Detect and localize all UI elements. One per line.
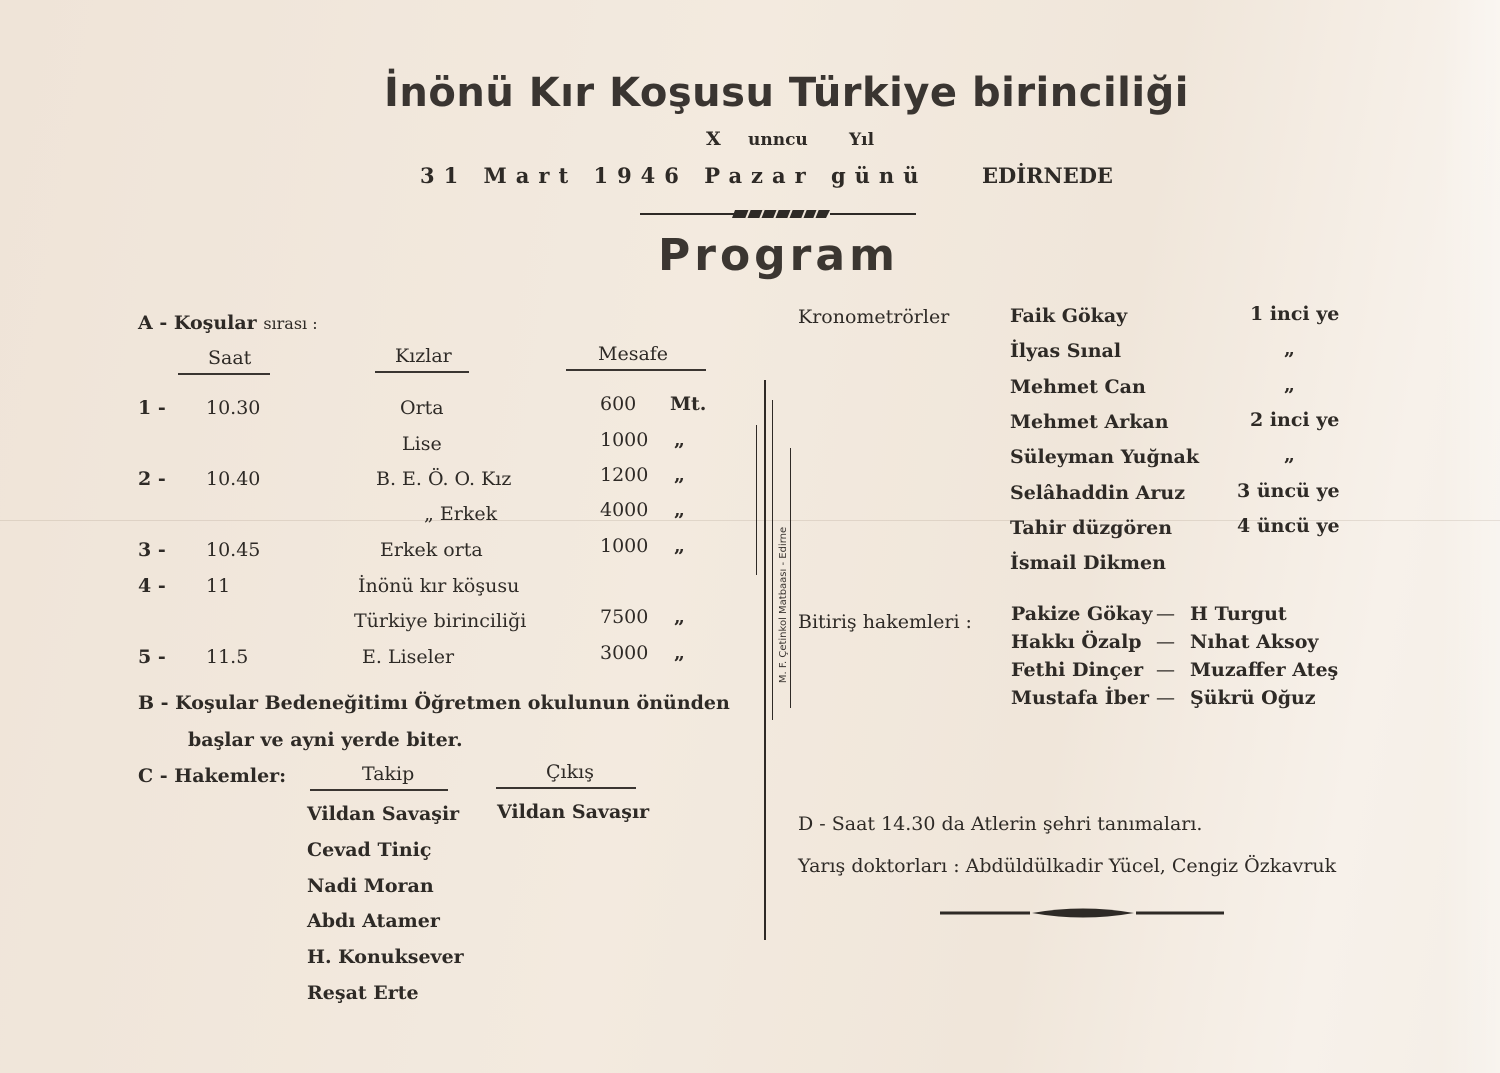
edition-year-word: Yıl xyxy=(849,130,875,150)
race-distance: 7500 xyxy=(600,606,649,628)
saat-underline xyxy=(178,373,270,375)
page-title: İnönü Kır Koşusu Türkiye birinciliği xyxy=(384,70,1189,116)
timekeeper-assignment: 1 inci ye xyxy=(1250,303,1340,325)
event-place: EDİRNEDE xyxy=(982,163,1113,188)
race-time: 10.40 xyxy=(206,468,261,490)
finish-judge-left: Fethi Dinçer xyxy=(1011,659,1144,681)
takip-underline xyxy=(310,789,448,791)
race-time: 11.5 xyxy=(206,646,249,668)
finish-judge-left: Mustafa İber xyxy=(1011,687,1150,709)
race-distance-unit: „ xyxy=(674,429,685,451)
timekeeper-assignment: „ xyxy=(1284,373,1295,396)
column-header-takip: Takip xyxy=(362,763,415,785)
finish-judge-dash: — xyxy=(1156,603,1175,625)
timekeeper-assignment: 2 inci ye xyxy=(1250,408,1340,431)
takip-referee: Cevad Tiniç xyxy=(307,838,432,861)
event-date: 31 Mart 1946 Pazar günü xyxy=(420,163,928,188)
bitiris-label: Bitiriş hakemleri : xyxy=(798,611,972,633)
race-distance: 1000 xyxy=(600,535,649,557)
program-heading: Program xyxy=(658,230,899,281)
timekeeper-name: İsmail Dikmen xyxy=(1010,552,1166,575)
timekeeper-name: Tahir düzgören xyxy=(1010,516,1173,539)
section-b-line1: B - Koşular Bedeneğitimı Öğretmen okulunun önünden xyxy=(138,692,730,714)
race-distance-unit: „ xyxy=(674,499,685,521)
printer-imprint-text: M. F. Çetinkol Matbaası - Edirne xyxy=(778,526,789,684)
race-number: 5 - xyxy=(138,646,166,668)
column-header-mesafe: Mesafe xyxy=(598,343,669,365)
printer-imprint xyxy=(778,490,798,720)
finish-judge-left: Hakkı Özalp xyxy=(1011,631,1142,653)
paper-fold xyxy=(1440,0,1500,1073)
column-header-kizlar: Kızlar xyxy=(395,345,452,367)
race-time: 11 xyxy=(206,575,231,597)
column-header-cikis: Çıkış xyxy=(546,761,594,783)
finish-judge-right: Muzaffer Ateş xyxy=(1190,659,1339,681)
race-time: 10.30 xyxy=(206,397,261,419)
cikis-referee: Vildan Savaşır xyxy=(497,801,650,823)
timekeeper-assignment: „ xyxy=(1284,338,1295,361)
timekeeper-name: Selâhaddin Aruz xyxy=(1010,481,1186,504)
race-category: Erkek orta xyxy=(380,539,483,561)
edition-line xyxy=(706,128,874,150)
kronometre-label: Kronometrörler xyxy=(798,306,950,328)
takip-referee: Vildan Savaşir xyxy=(307,803,460,825)
ornament-divider-bottom xyxy=(940,905,1224,921)
takip-referee: Nadi Moran xyxy=(307,874,434,897)
timekeeper-name: İlyas Sınal xyxy=(1010,340,1122,363)
race-category: Lise xyxy=(402,433,442,455)
timekeeper-assignment: 4 üncü ye xyxy=(1237,514,1340,537)
finish-judge-dash: — xyxy=(1156,659,1175,681)
takip-referee: Reşat Erte xyxy=(307,982,419,1004)
edition-suffix: unncu xyxy=(748,130,808,150)
race-number: 1 - xyxy=(138,397,166,419)
race-category: Orta xyxy=(400,397,444,419)
vertical-divider-thin xyxy=(756,425,757,575)
race-category: „ Erkek xyxy=(424,503,498,525)
vertical-divider-main xyxy=(764,380,766,940)
race-distance-unit: Mt. xyxy=(670,393,707,415)
finish-judge-dash: — xyxy=(1156,631,1175,653)
race-distance: 1000 xyxy=(600,429,649,451)
race-time: 10.45 xyxy=(206,539,261,561)
kizlar-underline xyxy=(375,371,469,373)
race-category: Türkiye birinciliği xyxy=(354,610,527,632)
race-category: E. Liseler xyxy=(362,646,455,668)
race-distance-unit: „ xyxy=(674,606,685,628)
race-category: B. E. Ö. O. Kız xyxy=(376,468,512,490)
edition-numeral: X xyxy=(706,128,721,150)
cikis-underline xyxy=(496,787,636,789)
race-number: 3 - xyxy=(138,539,166,561)
race-distance: 600 xyxy=(600,393,637,415)
timekeeper-name: Mehmet Can xyxy=(1010,375,1146,398)
section-d-line: D - Saat 14.30 da Atlerin şehri tanımaları. xyxy=(798,813,1203,835)
timekeeper-name: Süleyman Yuğnak xyxy=(1010,446,1200,469)
race-number: 4 - xyxy=(138,575,166,597)
takip-referee: Abdı Atamer xyxy=(307,910,440,933)
ornament-divider-top xyxy=(640,206,916,222)
section-a-heading xyxy=(138,312,318,334)
race-distance-unit: „ xyxy=(674,535,685,557)
race-number: 2 - xyxy=(138,468,166,490)
race-distance: 4000 xyxy=(600,499,649,521)
race-distance-unit: „ xyxy=(674,464,685,486)
finish-judge-right: Şükrü Oğuz xyxy=(1190,687,1316,709)
timekeeper-name: Mehmet Arkan xyxy=(1010,410,1169,433)
column-header-saat: Saat xyxy=(208,347,252,369)
vertical-divider-right xyxy=(772,400,773,720)
timekeeper-assignment: „ xyxy=(1284,444,1295,467)
race-doctors: Yarış doktorları : Abdüldülkadir Yücel, Cengiz Özkavruk xyxy=(798,855,1337,877)
section-c-heading: C - Hakemler: xyxy=(138,765,287,787)
finish-judge-dash: — xyxy=(1156,687,1175,709)
finish-judge-left: Pakize Gökay xyxy=(1011,603,1153,625)
section-b-line2: başlar ve ayni yerde biter. xyxy=(188,729,463,751)
race-distance-unit: „ xyxy=(674,642,685,664)
section-a-label: A - Koşular xyxy=(138,312,257,334)
finish-judge-right: H Turgut xyxy=(1190,603,1287,625)
takip-referee: H. Konuksever xyxy=(307,946,464,969)
race-category: İnönü kır köşusu xyxy=(358,575,520,597)
race-distance: 1200 xyxy=(600,464,649,486)
race-distance: 3000 xyxy=(600,642,649,664)
timekeeper-assignment: 3 üncü ye xyxy=(1237,479,1340,502)
mesafe-underline xyxy=(566,369,706,371)
section-a-label-small: sırası : xyxy=(263,314,318,333)
timekeeper-name: Faik Gökay xyxy=(1010,305,1128,327)
finish-judge-right: Nıhat Aksoy xyxy=(1190,631,1319,653)
